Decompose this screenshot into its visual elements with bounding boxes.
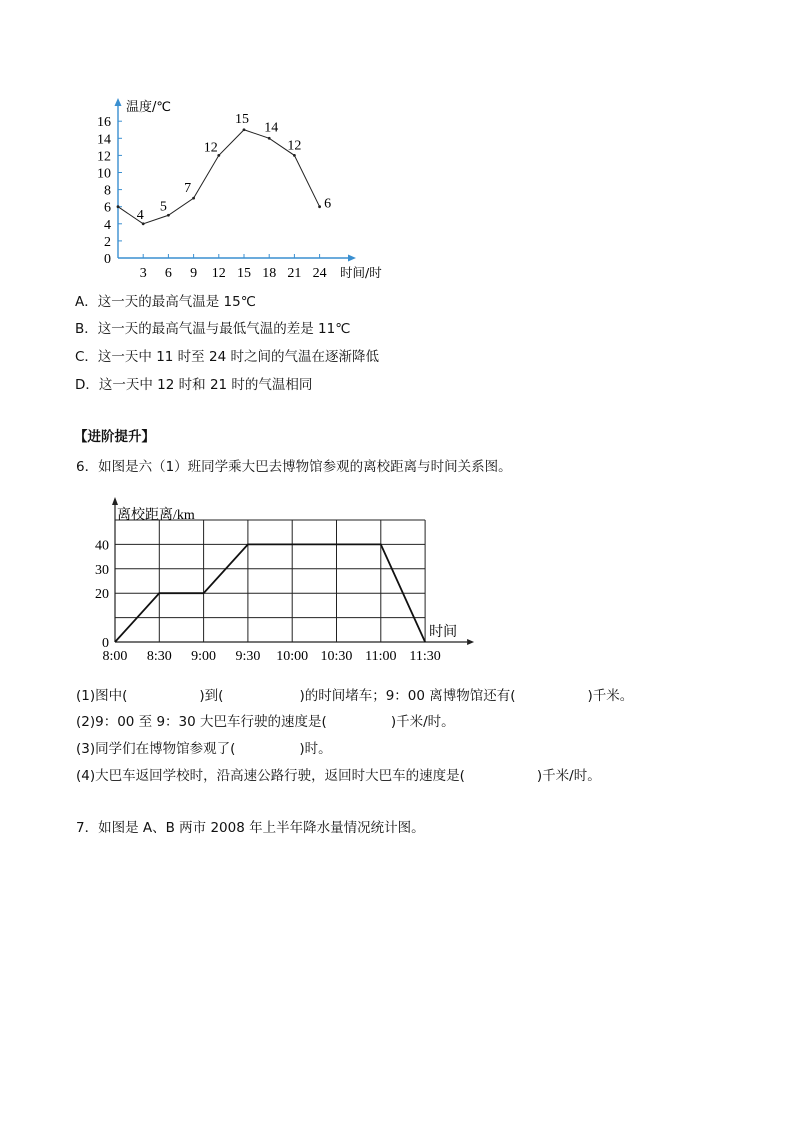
data-point <box>268 137 271 140</box>
x-tick-label: 8:00 <box>102 649 128 664</box>
x-tick-label: 9:00 <box>191 649 217 664</box>
x-tick-label: 10:00 <box>276 649 309 664</box>
q6-sub1-text-d: )千米。 <box>587 688 634 704</box>
x-axis-arrow <box>467 639 474 645</box>
x-tick-label: 11:00 <box>365 649 397 664</box>
y-tick-label: 20 <box>95 587 109 603</box>
q6-sub3-text-b: )时。 <box>299 741 332 757</box>
data-point <box>167 214 170 217</box>
question-6-sub4 <box>76 766 601 786</box>
data-label: 5 <box>159 199 167 215</box>
question-6-sub2 <box>76 712 455 732</box>
temperature-line-chart <box>97 92 400 282</box>
x-tick-label: 24 <box>312 266 327 281</box>
x-tick-label: 12 <box>211 266 226 281</box>
x-axis-label: 时间/时 <box>340 265 382 280</box>
y-axis-arrow <box>115 98 122 106</box>
x-tick-label: 10:30 <box>320 649 353 664</box>
data-label: 15 <box>235 111 249 127</box>
x-tick-label: 11:30 <box>409 649 441 664</box>
data-point <box>318 205 321 208</box>
question-6-sub1 <box>76 686 633 706</box>
y-axis-label: 温度/℃ <box>126 100 171 115</box>
option-c: C．这一天中 11 时至 24 时之间的气温在逐渐降低 <box>75 349 379 365</box>
y-tick-label: 30 <box>95 562 109 578</box>
q6-sub2-text-a: (2)9：00 至 9：30 大巴车行驶的速度是( <box>76 714 327 730</box>
y-tick-label: 0 <box>102 636 109 651</box>
y-tick-label: 40 <box>95 538 109 554</box>
data-point <box>142 222 145 225</box>
data-label: 7 <box>184 181 192 197</box>
y-tick-label: 2 <box>104 234 111 250</box>
y-tick-label: 12 <box>97 149 111 165</box>
x-tick-label: 3 <box>139 266 147 281</box>
x-tick-label: 8:30 <box>146 649 172 664</box>
y-tick-label: 16 <box>97 115 111 131</box>
q6-sub4-text-b: )千米/时。 <box>536 768 601 784</box>
option-d: D．这一天中 12 时和 21 时的气温相同 <box>75 377 313 393</box>
data-label: 14 <box>264 120 279 136</box>
y-tick-label: 0 <box>104 252 111 267</box>
section-title: 【进阶提升】 <box>74 429 155 445</box>
data-label: 4 <box>136 207 144 223</box>
option-a: A．这一天的最高气温是 15℃ <box>75 294 256 310</box>
data-point <box>217 154 220 157</box>
data-point <box>293 154 296 157</box>
y-axis-arrow <box>112 497 118 505</box>
y-tick-label: 8 <box>104 183 111 199</box>
y-tick-label: 4 <box>104 217 111 233</box>
distance-time-chart <box>90 495 470 675</box>
q6-sub1-text-c: )的时间堵车；9：00 离博物馆还有( <box>299 688 516 704</box>
question-6-stem: 6．如图是六（1）班同学乘大巴去博物馆参观的离校距离与时间关系图。 <box>76 459 512 475</box>
x-axis-arrow <box>348 255 356 262</box>
x-tick-label: 9:30 <box>235 649 261 664</box>
q6-sub1-text-a: (1)图中( <box>76 688 128 704</box>
q6-sub2-text-b: )千米/时。 <box>390 714 455 730</box>
data-label: 12 <box>287 138 302 154</box>
y-tick-label: 10 <box>97 166 111 182</box>
x-tick-label: 21 <box>287 266 302 281</box>
data-point <box>117 205 120 208</box>
data-label: 12 <box>203 140 218 156</box>
option-b: B．这一天的最高气温与最低气温的差是 11℃ <box>75 321 351 337</box>
x-tick-label: 9 <box>190 266 198 281</box>
question-6-sub3 <box>76 739 332 759</box>
q6-sub4-text-a: (4)大巴车返回学校时，沿高速公路行驶，返回时大巴车的速度是( <box>76 768 465 784</box>
q6-sub1-text-b: )到( <box>199 688 224 704</box>
data-point <box>243 128 246 131</box>
y-axis-label: 离校距离/km <box>117 508 195 523</box>
q6-sub3-text-a: (3)同学们在博物馆参观了( <box>76 741 236 757</box>
data-point <box>192 197 195 200</box>
x-tick-label: 15 <box>237 266 251 281</box>
y-tick-label: 14 <box>97 132 111 148</box>
x-tick-label: 6 <box>164 266 172 281</box>
x-axis-label: 时间 <box>429 625 458 640</box>
data-label: 6 <box>324 196 332 212</box>
question-7-stem: 7．如图是 A、B 两市 2008 年上半年降水量情况统计图。 <box>76 820 425 836</box>
x-tick-label: 18 <box>262 266 277 281</box>
y-tick-label: 6 <box>104 200 111 216</box>
